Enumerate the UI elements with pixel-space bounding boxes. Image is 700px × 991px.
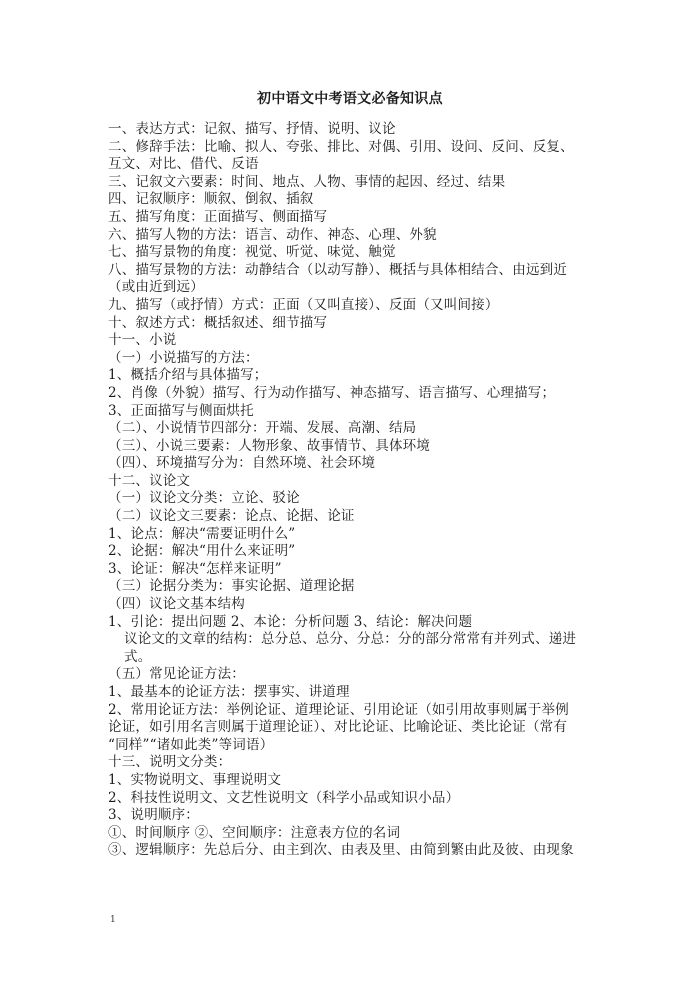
document-body xyxy=(108,121,608,860)
text-line: 互文、对比、借代、反语 xyxy=(108,156,259,173)
text-line: 1、概括介绍与具体描写； xyxy=(108,367,268,384)
text-line: 2、论据：解决“用什么来证明” xyxy=(108,543,296,560)
text-line: 七、描写景物的角度：视觉、听觉、味觉、触觉 xyxy=(108,244,396,261)
text-line: 2、常用论证方法：举例论证、道理论证、引用论证（如引用故事则属于举例 xyxy=(108,701,569,718)
text-line: （二）议论文三要素：论点、论据、论证 xyxy=(108,508,355,525)
text-line: （三）、小说三要素：人物形象、故事情节、具体环境 xyxy=(108,437,431,454)
page-title: 初中语文中考语文必备知识点 xyxy=(257,91,443,107)
text-line: 三、记叙文六要素：时间、地点、人物、事情的起因、经过、结果 xyxy=(108,173,506,190)
text-line: 二、修辞手法：比喻、拟人、夸张、排比、对偶、引用、设问、反问、反复、 xyxy=(108,138,574,155)
text-line: 十、叙述方式：概括叙述、细节描写 xyxy=(108,314,328,331)
text-line: （一）小说描写的方法： xyxy=(108,349,259,366)
text-line: （二）、小说情节四部分：开端、发展、高潮、结局 xyxy=(108,420,417,437)
text-line: “同样”“诸如此类”等词语） xyxy=(108,736,274,753)
text-line: （四）、环境描写分为：自然环境、社会环境 xyxy=(108,455,376,472)
text-line: 十三、说明文分类： xyxy=(108,754,232,771)
text-line: 四、记叙顺序：顺叙、倒叙、插叙 xyxy=(108,191,314,208)
text-line: 十一、小说 xyxy=(108,332,177,349)
text-line: （一）议论文分类：立论、驳论 xyxy=(108,490,300,507)
text-line: ①、时间顺序 ②、空间顺序：注意表方位的名词 xyxy=(108,824,401,841)
text-line: ③、逻辑顺序：先总后分、由主到次、由表及里、由简到繁由此及彼、由现象 xyxy=(108,842,574,859)
page-number: 1 xyxy=(110,915,116,925)
text-line: 3、论证：解决“怎样来证明” xyxy=(108,560,282,577)
text-line: 2、肖像（外貌）描写、行为动作描写、神态描写、语言描写、心理描写； xyxy=(108,384,556,401)
text-line: 1、实物说明文、事理说明文 xyxy=(108,771,282,788)
text-line: 2、科技性说明文、文艺性说明文（科学小品或知识小品） xyxy=(108,789,460,806)
text-line: 六、描写人物的方法：语言、动作、神态、心理、外貌 xyxy=(108,226,437,243)
text-line: 五、描写角度：正面描写、侧面描写 xyxy=(108,208,328,225)
text-line: 议论文的文章的结构：总分总、总分、分总：分的部分常常有并列式、递进 xyxy=(124,631,577,648)
text-line: 一、表达方式：记叙、描写、抒情、说明、议论 xyxy=(108,121,396,137)
text-line: （或由近到远） xyxy=(108,279,204,296)
text-line: 论证，如引用名言则属于道理论证）、对比论证、比喻论证、类比论证（常有 xyxy=(108,719,568,736)
text-line: 式。 xyxy=(124,648,152,665)
text-line: 3、说明顺序： xyxy=(108,807,199,824)
text-line: 八、描写景物的方法：动静结合（以动写静）、概括与具体相结合、由远到近 xyxy=(108,261,568,278)
text-line: 1、最基本的论证方法：摆事实、讲道理 xyxy=(108,684,350,700)
text-line: 九、描写（或抒情）方式：正面（又叫直接）、反面（又叫间接） xyxy=(108,296,499,313)
text-line: 1、论点：解决“需要证明什么” xyxy=(108,525,296,542)
text-line: 3、正面描写与侧面烘托 xyxy=(108,402,254,419)
text-line: 十二、议论文 xyxy=(108,472,191,489)
text-line: 1、引论：提出问题 2、本论：分析问题 3、结论：解决问题 xyxy=(108,613,473,630)
text-line: （四）议论文基本结构 xyxy=(108,596,245,613)
text-line: （五）常见论证方法： xyxy=(108,666,245,683)
text-line: （三）论据分类为：事实论据、道理论据 xyxy=(108,578,355,595)
